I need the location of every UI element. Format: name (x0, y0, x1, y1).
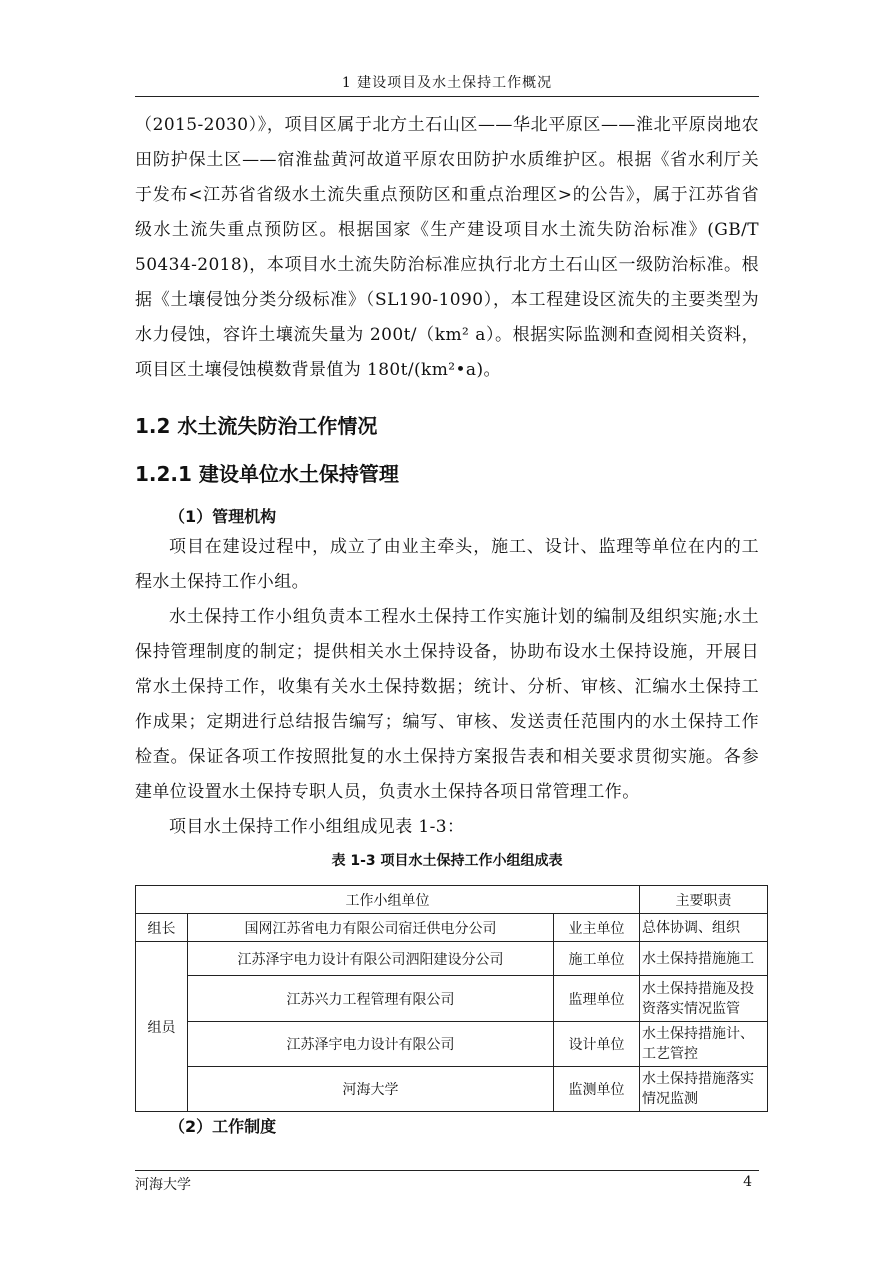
members-label-cell: 组员 (136, 942, 188, 1112)
table-row (136, 942, 768, 976)
header-unit-cell: 工作小组单位 (136, 886, 640, 914)
unit-type-cell: 监测单位 (554, 1067, 640, 1112)
team-table (135, 885, 768, 1112)
page-content (135, 108, 759, 1140)
unit-cell: 河海大学 (188, 1067, 554, 1112)
unit-type-cell: 业主单位 (554, 914, 640, 942)
subsection-heading: 1.2.1 建设单位水土保持管理 (135, 462, 399, 486)
unit-cell: 江苏兴力工程管理有限公司 (188, 976, 554, 1022)
unit-cell: 江苏泽宇电力设计有限公司泗阳建设分公司 (188, 942, 554, 976)
header-duty-cell: 主要职责 (640, 886, 768, 914)
duty-cell: 水土保持措施施工 (640, 942, 768, 976)
footer-org: 河海大学 (135, 1177, 191, 1193)
unit-type-cell: 设计单位 (554, 1022, 640, 1067)
running-header: 1 建设项目及水土保持工作概况 (341, 75, 553, 91)
duty-cell: 水土保持措施落实情况监测 (640, 1067, 768, 1112)
intro-paragraph: （2015-2030）》，项目区属于北方土石山区——华北平原区——淮北平原岗地农田防护保土区——宿淮盐黄河故道平原农田防护水质维护区。根据《省水利厅关于发布<江苏省省级水土流失重点预防区和重点治理区>的公告》，属于江苏省省级水土流失重点预防区。根据国家《生产建设项目水土流失防治标准》(GB/T 50434-2018)，本项目水土流失防治标准应执行北方土石山区一级防治标准。根据《土壤侵蚀分类分级标准》（SL190-1090），本工程建设区流失的主要类型为水力侵蚀，容许土壤流失量为 200t/（km² a）。根据实际监测和查阅相关资料，项目区土壤侵蚀模数背景值为 180t/(km²•a)。 (135, 115, 759, 380)
table-header-row (136, 886, 768, 914)
table-row (136, 1067, 768, 1112)
duty-cell: 水土保持措施及投资落实情况监管 (640, 976, 768, 1022)
duties-paragraph: 水土保持工作小组负责本工程水土保持工作实施计划的编制及组织实施;水土保持管理制度的制定；提供相关水土保持设备，协助布设水土保持设施，开展日常水土保持工作，收集有关水土保持数据；统计、分析、审核、汇编水土保持工作成果；定期进行总结报告编写；编写、审核、发送责任范围内的水土保持工作检查。保证各项工作按照批复的水土保持方案报告表和相关要求贯彻实施。各参建单位设置水土保持专职人员，负责水土保持各项日常管理工作。 (135, 607, 759, 802)
role-cell: 组长 (136, 914, 188, 942)
header-divider (135, 96, 759, 97)
duty-cell: 总体协调、组织 (640, 914, 768, 942)
table-row (136, 1022, 768, 1067)
table-caption: 表 1-3 项目水土保持工作小组组成表 (331, 853, 563, 869)
unit-type-cell: 施工单位 (554, 942, 640, 976)
unit-cell: 国网江苏省电力有限公司宿迁供电分公司 (188, 914, 554, 942)
item1-paragraph: 项目在建设过程中，成立了由业主牵头，施工、设计、监理等单位在内的工程水土保持工作小组。 (135, 537, 759, 592)
table-intro: 项目水土保持工作小组组成见表 1-3： (169, 817, 465, 837)
unit-cell: 江苏泽宇电力设计有限公司 (188, 1022, 554, 1067)
table-row (136, 976, 768, 1022)
table-row (136, 914, 768, 942)
duty-cell: 水土保持措施计、工艺管控 (640, 1022, 768, 1067)
page-number: 4 (743, 1174, 752, 1190)
item2-heading: （2）工作制度 (169, 1117, 277, 1136)
item1-heading: （1）管理机构 (169, 507, 277, 526)
footer-divider (135, 1170, 759, 1171)
unit-type-cell: 监理单位 (554, 976, 640, 1022)
section-heading: 1.2 水土流失防治工作情况 (135, 414, 378, 438)
